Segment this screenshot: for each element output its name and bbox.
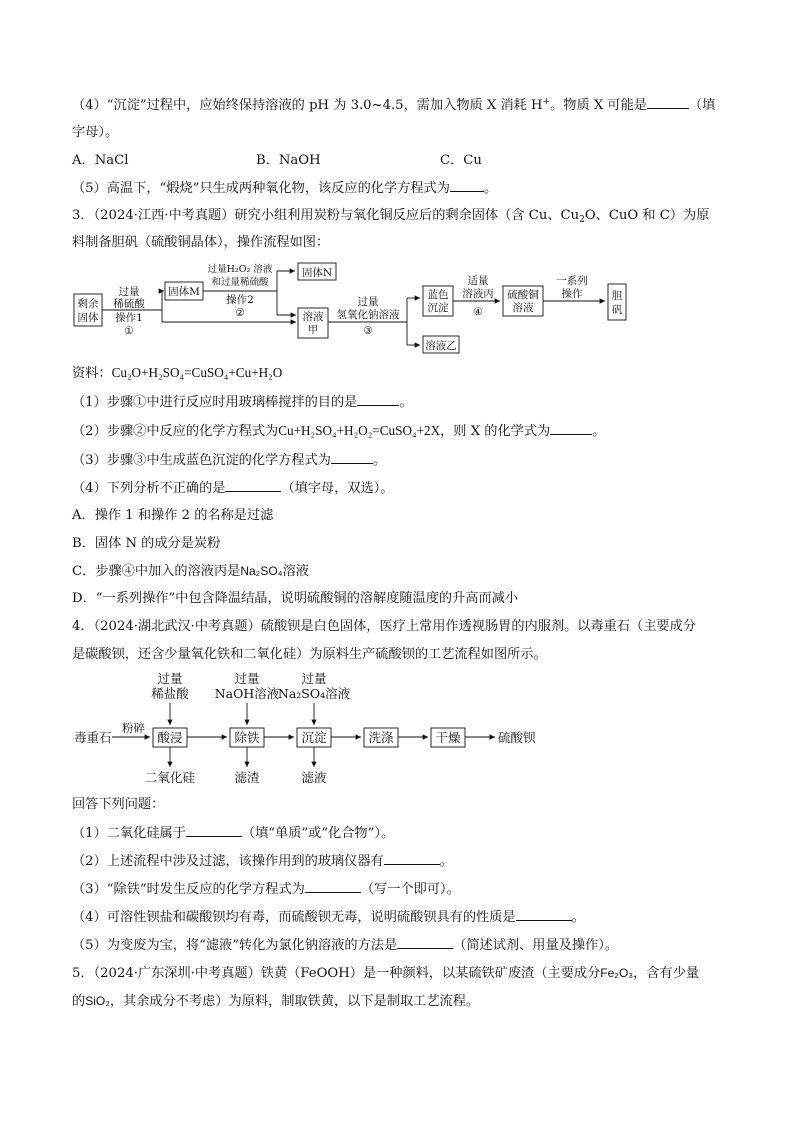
flow4-raw: 毒重石 (74, 730, 112, 745)
flow4-b1: 酸浸 (157, 730, 183, 745)
flow-cuso4-2: 溶液 (512, 302, 534, 314)
answer-blank[interactable] (516, 907, 572, 921)
answer-blank[interactable] (550, 421, 592, 435)
flow-arr4-a: 适量 (467, 275, 489, 287)
flow-arr1-a: 过量 (118, 286, 140, 298)
q5-stem: 5．（2024·广东深圳·中考真题）铁黄（FeOOH）是一种颜料，以某硫铁矿废渣（主要成分Fe₂O₃，含有少量 (72, 966, 700, 981)
flow-arr1-b: 稀硫酸 (113, 298, 145, 310)
q3-sub2: （2）步骤②中反应的化学方程式为Cu+H₂SO₄+H₂O₂=CuSO₄+2X，则 X 的化学式为 。 (72, 423, 606, 439)
q2-option-a: A．NaCl (72, 153, 129, 168)
q3-option-d: D．“一系列操作”中包含降温结晶，说明硫酸铜的溶解度随温度的升高而减小 (72, 591, 519, 606)
flow4-in1-b: 稀盐酸 (151, 686, 189, 701)
q4-sub4: （4）可溶性钡盐和碳酸钡均有毒，而硫酸钡无毒，说明硫酸钡具有的性质是 。 (72, 907, 585, 928)
flow-arr3-b: 氢氧化钠溶液 (336, 309, 400, 321)
flow-arr2-b: 和过量稀硫酸 (211, 277, 269, 288)
q2-part5: （5）高温下，“煅烧”只生成两种氧化物，该反应的化学方程式为 。 (72, 178, 497, 199)
answer-blank[interactable] (450, 178, 484, 192)
flow-cuso4-1: 硫酸铜 (507, 289, 539, 301)
answer-blank[interactable] (186, 823, 242, 837)
flow-arr5-b: 操作 (561, 288, 583, 300)
flow-arr1-c: 操作1 (115, 312, 143, 324)
q3-option-c: C．步骤④中加入的溶液丙是Na₂SO₄溶液 (72, 564, 309, 579)
flow4-product: 硫酸钡 (498, 730, 536, 745)
q3-stem-line2: 料制备胆矾（硫酸铜晶体），操作流程如图： (72, 235, 330, 250)
flow-blue-1: 蓝色 (427, 289, 449, 301)
q3-option-b: B．固体 N 的成分是炭粉 (72, 536, 221, 551)
flow-start-2: 固体 (77, 312, 99, 324)
flow-arr3-a: 过量 (357, 296, 379, 308)
q4-stem-line2: 是碳酸钡，还含少量氧化铁和二氧化硅）为原料生产硫酸钡的工艺流程如图所示。 (72, 647, 547, 662)
flow4-b3: 沉淀 (301, 730, 327, 745)
q2-option-c: C．Cu (440, 153, 482, 168)
flow-arr4-b: 溶液丙 (462, 288, 494, 300)
answer-blank[interactable] (647, 95, 689, 109)
flow4-in1-a: 过量 (157, 671, 183, 686)
flow4-out2: 滤渣 (234, 770, 260, 785)
q4-sub2: （2）上述流程中涉及过滤，该操作用到的玻璃仪器有 。 (72, 851, 453, 872)
flow-arr2-c: 操作2 (226, 294, 254, 306)
q3-info: 资料：Cu₂O+H₂SO₄=CuSO₄+Cu+H₂O (72, 365, 283, 381)
flow4-in3-b: Na₂SO₄溶液 (277, 686, 351, 701)
q4-ask: 回答下列问题： (72, 797, 165, 812)
flow-sol-b: 溶液乙 (425, 340, 457, 352)
flow-arr5-a: 一系列 (556, 275, 588, 287)
flow-product-1: 胆 (611, 290, 623, 302)
q3-stem: 3．（2024·江西·中考真题）研究小组利用炭粉与氧化铜反应后的剩余固体（含 Cu、$Cu_2O$、CuO 和 C）为原 (72, 208, 710, 225)
answer-blank[interactable] (331, 450, 373, 464)
q3-sub3: （3）步骤③中生成蓝色沉淀的化学方程式为 。 (72, 450, 386, 471)
q4-sub5: （5）为变废为宝，将“滤液”转化为氯化钠溶液的方法是 （简述试剂、用量及操作）。 (72, 935, 618, 956)
q2-part4: （4）“沉淀”过程中，应始终保持溶液的 pH 为 3.0~4.5，需加入物质 X 消耗 H+。物质 X 可能是 （填 (72, 97, 716, 113)
answer-blank[interactable] (305, 879, 361, 893)
q3-sub1: （1）步骤①中进行反应时用玻璃棒搅拌的目的是 。 (72, 392, 413, 413)
flow4-out3: 滤液 (301, 770, 327, 785)
flow4-b2: 除铁 (234, 730, 260, 745)
flow-product-2: 矾 (611, 304, 623, 316)
q4-stem: 4．（2024·湖北武汉·中考真题）硫酸钡是白色固体，医疗上常用作透视肠胃的内服剂。以毒重石（主要成分 (72, 619, 696, 634)
q3-option-a: A．操作 1 和操作 2 的名称是过滤 (72, 508, 274, 523)
answer-blank[interactable] (384, 851, 440, 865)
flow-sol-a-1: 溶液 (302, 311, 324, 323)
flow-arr4-c: ④ (473, 306, 483, 318)
flow4-b4: 洗涤 (368, 730, 394, 745)
answer-blank[interactable] (225, 478, 281, 492)
flow-blue-2: 沉淀 (427, 302, 449, 314)
flow-start-1: 剩余 (77, 298, 99, 310)
q3-flowchart (72, 258, 722, 358)
flow-arr2-a: 过量H₂O₂ 溶液 (207, 264, 273, 275)
flow-arr3-c: ③ (363, 325, 373, 337)
q4-flowchart (72, 668, 572, 788)
flow-arr1-d: ① (124, 325, 134, 337)
q4-sub3: （3）“除铁”时发生反应的化学方程式为 （写一个即可）。 (72, 879, 460, 900)
flow4-crush: 粉碎 (122, 721, 145, 735)
flow4-out1: 二氧化硅 (144, 770, 196, 785)
answer-blank[interactable] (357, 392, 399, 406)
q2-part4-line2: 字母）。 (72, 125, 119, 140)
flow4-in2-a: 过量 (234, 671, 260, 686)
flow-solid-m: 固体M (168, 286, 200, 298)
flow-solid-n: 固体N (301, 267, 333, 279)
answer-blank[interactable] (397, 935, 453, 949)
q5-stem-line2: 的SiO₂，其余成分不考虑）为原料，制取铁黄，以下是制取工艺流程。 (72, 994, 480, 1009)
flow4-in2-b: NaOH溶液 (214, 686, 280, 701)
flow-sol-a-2: 甲 (307, 324, 319, 336)
flow-arr2-d: ② (235, 307, 245, 319)
q3-sub4: （4）下列分析不正确的是 （填字母，双选）。 (72, 478, 394, 499)
flow4-in3-a: 过量 (301, 671, 327, 686)
flow4-b5: 干燥 (435, 730, 461, 745)
q4-sub1: （1）二氧化硅属于 （填“单质”或“化合物”）。 (72, 823, 394, 844)
q2-option-b: B．NaOH (256, 153, 321, 168)
